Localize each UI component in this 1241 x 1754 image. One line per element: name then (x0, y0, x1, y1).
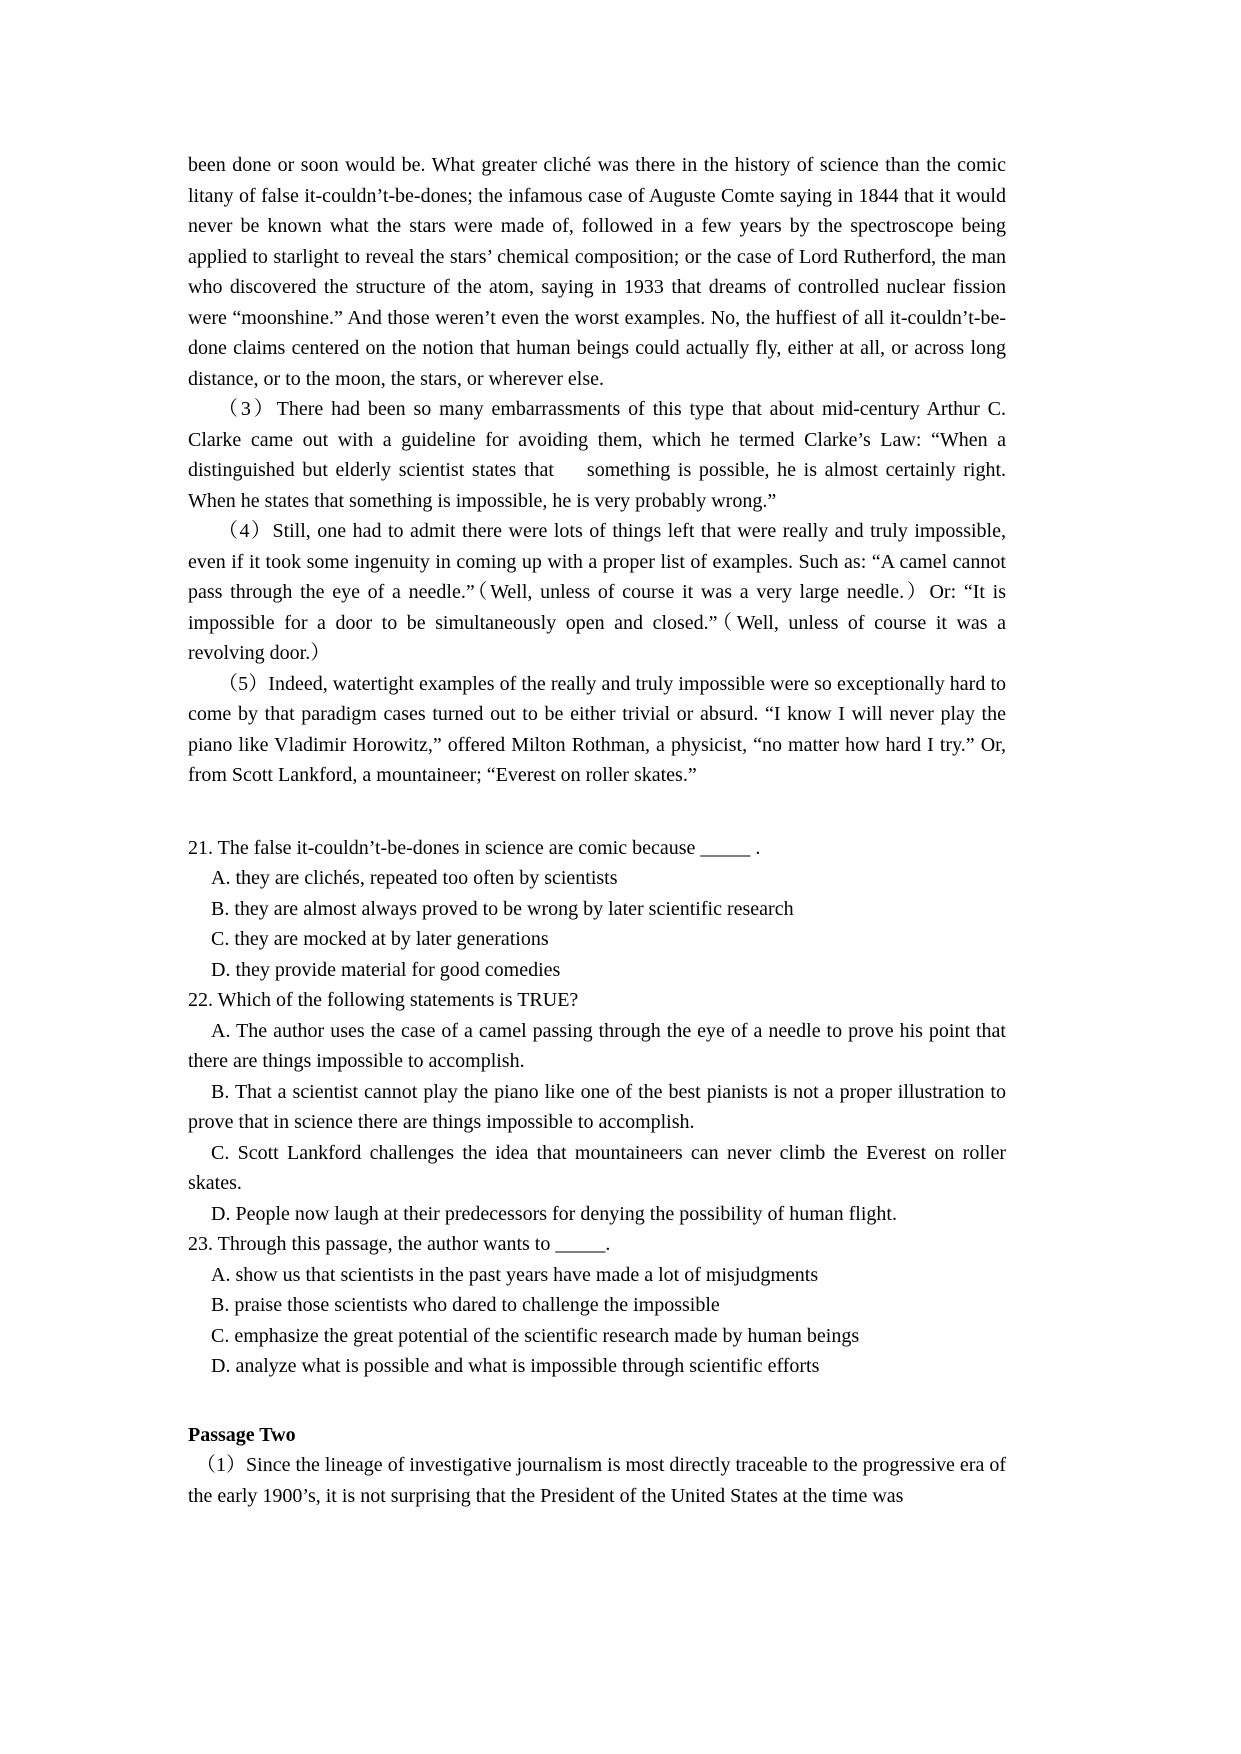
question-21-option-d: D. they provide material for good comedies (211, 958, 561, 981)
question-22-option-b: B. That a scientist cannot play the piano like one of the best pianists is not a proper illustration to prove that in science there are things impossible to accomplish. (188, 1080, 1006, 1133)
question-23-option-d: D. analyze what is possible and what is impossible through scientific efforts (211, 1355, 820, 1377)
question-23-option-a: A. show us that scientists in the past years have made a lot of misjudgments (211, 1263, 819, 1286)
passage-two-heading: Passage Two (188, 1423, 296, 1446)
passage-two-paragraph-1: （1）Since the lineage of investigative journalism is most directly traceable to the progressive era of the early 1900’s, it is not surprising that the President of the United States at the time was (188, 1454, 1006, 1507)
question-21 (188, 833, 1006, 986)
question-22 (188, 985, 1006, 1229)
question-21-option-b: B. they are almost always proved to be wrong by later scientific research (211, 897, 794, 920)
question-22-option-c: C. Scott Lankford challenges the idea that mountaineers can never climb the Everest on roller skates. (188, 1141, 1006, 1194)
passage-one-paragraph-4: （4）Still, one had to admit there were lots of things left that were really and truly impossible, even if it took some ingenuity in coming up with a proper list of examples. Such as: “A camel cannot pass through the eye of a needle.”（Well, unless of course it was a very large needle.）Or: “It is impossible for a door to be simultaneously open and closed.”（Well, unless of course it was a revolving door.） (188, 520, 1006, 664)
passage-one-paragraph-5: （5）Indeed, watertight examples of the really and truly impossible were so exceptionally hard to come by that paradigm cases turned out to be either trivial or absurd. “I know I will never play the piano like Vladimir Horowitz,” offered Milton Rothman, a physicist, “no matter how hard I try.” Or, from Scott Lankford, a mountaineer; “Everest on roller skates.” (188, 672, 1006, 786)
question-23-stem: 23. Through this passage, the author wants to _____. (188, 1233, 611, 1255)
question-21-option-c: C. they are mocked at by later generations (211, 928, 549, 950)
document-text-block (188, 150, 1006, 1511)
blank-space-before-passage-two (188, 1382, 1006, 1420)
question-23 (188, 1229, 1006, 1382)
question-23-option-c: C. emphasize the great potential of the scientific research made by human beings (211, 1324, 860, 1347)
question-22-option-a: A. The author uses the case of a camel passing through the eye of a needle to prove his point that there are things impossible to accomplish. (188, 1019, 1006, 1072)
passage-one-paragraph-3: （3）There had been so many embarrassments of this type that about mid-century Arthur C. Clarke came out with a guideline for avoiding them, which he termed Clarke’s Law: “When a distinguished but elderly scientist states that something is possible, he is almost certainly right. When he states that something is impossible, he is very probably wrong.” (188, 398, 1006, 512)
question-21-option-a: A. they are clichés, repeated too often by scientists (211, 867, 618, 889)
question-23-option-b: B. praise those scientists who dared to challenge the impossible (211, 1294, 720, 1316)
question-22-stem: 22. Which of the following statements is TRUE? (188, 989, 579, 1011)
passage-one-paragraph-continuation: been done or soon would be. What greater cliché was there in the history of science than the comic litany of false it-couldn’t-be-dones; the infamous case of Auguste Comte saying in 1844 that it would never be known what the stars were made of, followed in a few years by the spectroscope being applied to starlight to reveal the stars’ chemical composition; or the case of Lord Rutherford, the man who discovered the structure of the atom, saying in 1933 that dreams of controlled nuclear fission were “moonshine.” And those weren’t even the worst examples. No, the huffiest of all it-couldn’t-be-done claims centered on the notion that human beings could actually fly, either at all, or across long distance, or to the moon, the stars, or wherever else. (188, 154, 1006, 390)
question-22-option-d: D. People now laugh at their predecessors for denying the possibility of human flight. (211, 1202, 897, 1225)
blank-space-before-questions (188, 791, 1006, 833)
question-21-stem: 21. The false it-couldn’t-be-dones in science are comic because _____ . (188, 836, 761, 859)
